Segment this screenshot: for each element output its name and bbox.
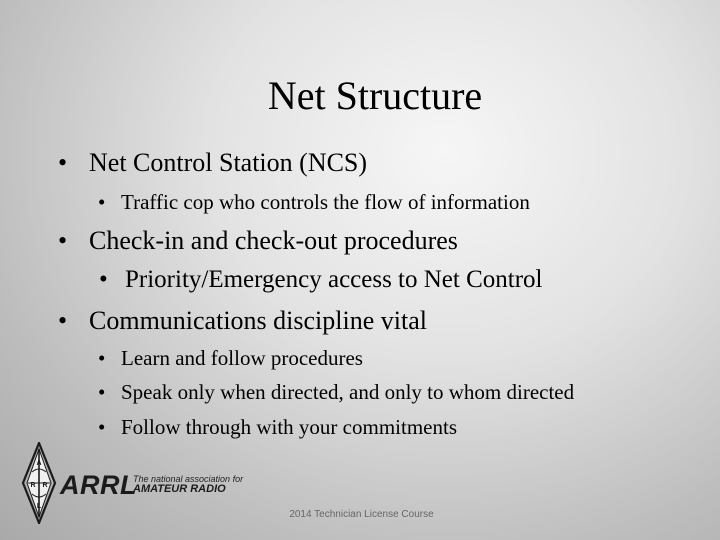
bullet-text: Priority/Emergency access to Net Control bbox=[125, 266, 543, 293]
slide-footer: 2014 Technician License Course bbox=[289, 509, 434, 520]
emblem-letter: A bbox=[36, 460, 42, 467]
bullet-dot-icon: • bbox=[58, 148, 68, 177]
bullet-item bbox=[58, 148, 368, 178]
slide-title: Net Structure bbox=[267, 73, 483, 118]
sub-bullet-item bbox=[98, 415, 457, 439]
bullet-dot-icon: • bbox=[98, 380, 106, 404]
bullet-text: Traffic cop who controls the flow of information bbox=[121, 190, 530, 214]
emblem-letter: L bbox=[36, 503, 42, 510]
sub-bullet-item bbox=[99, 266, 543, 294]
bullet-text: Learn and follow procedures bbox=[121, 346, 363, 370]
bullet-text: Speak only when directed, and only to whom directed bbox=[121, 380, 575, 404]
bullet-dot-icon: • bbox=[99, 266, 108, 293]
bullet-dot-icon: • bbox=[98, 190, 106, 214]
sub-bullet-item bbox=[98, 190, 530, 214]
bullet-dot-icon: • bbox=[98, 415, 106, 439]
bullet-dot-icon: • bbox=[58, 226, 68, 255]
bullet-item bbox=[58, 306, 427, 336]
logo-wordmark: ARRL bbox=[60, 470, 137, 500]
bullet-text: Net Control Station (NCS) bbox=[89, 148, 368, 177]
bullet-text: Follow through with your commitments bbox=[121, 415, 457, 439]
sub-bullet-item bbox=[98, 346, 363, 370]
sub-bullet-item bbox=[98, 380, 575, 404]
emblem-letter: R bbox=[42, 482, 48, 489]
logo-tagline-bold: AMATEUR RADIO bbox=[133, 483, 226, 495]
bullet-dot-icon: • bbox=[58, 306, 68, 335]
emblem-letter: R bbox=[30, 482, 36, 489]
bullet-text: Check-in and check-out procedures bbox=[89, 226, 458, 255]
bullet-item bbox=[58, 226, 458, 256]
logo-tagline: The national association for bbox=[133, 474, 244, 484]
bullet-text: Communications discipline vital bbox=[89, 306, 427, 335]
bullet-dot-icon: • bbox=[98, 346, 106, 370]
